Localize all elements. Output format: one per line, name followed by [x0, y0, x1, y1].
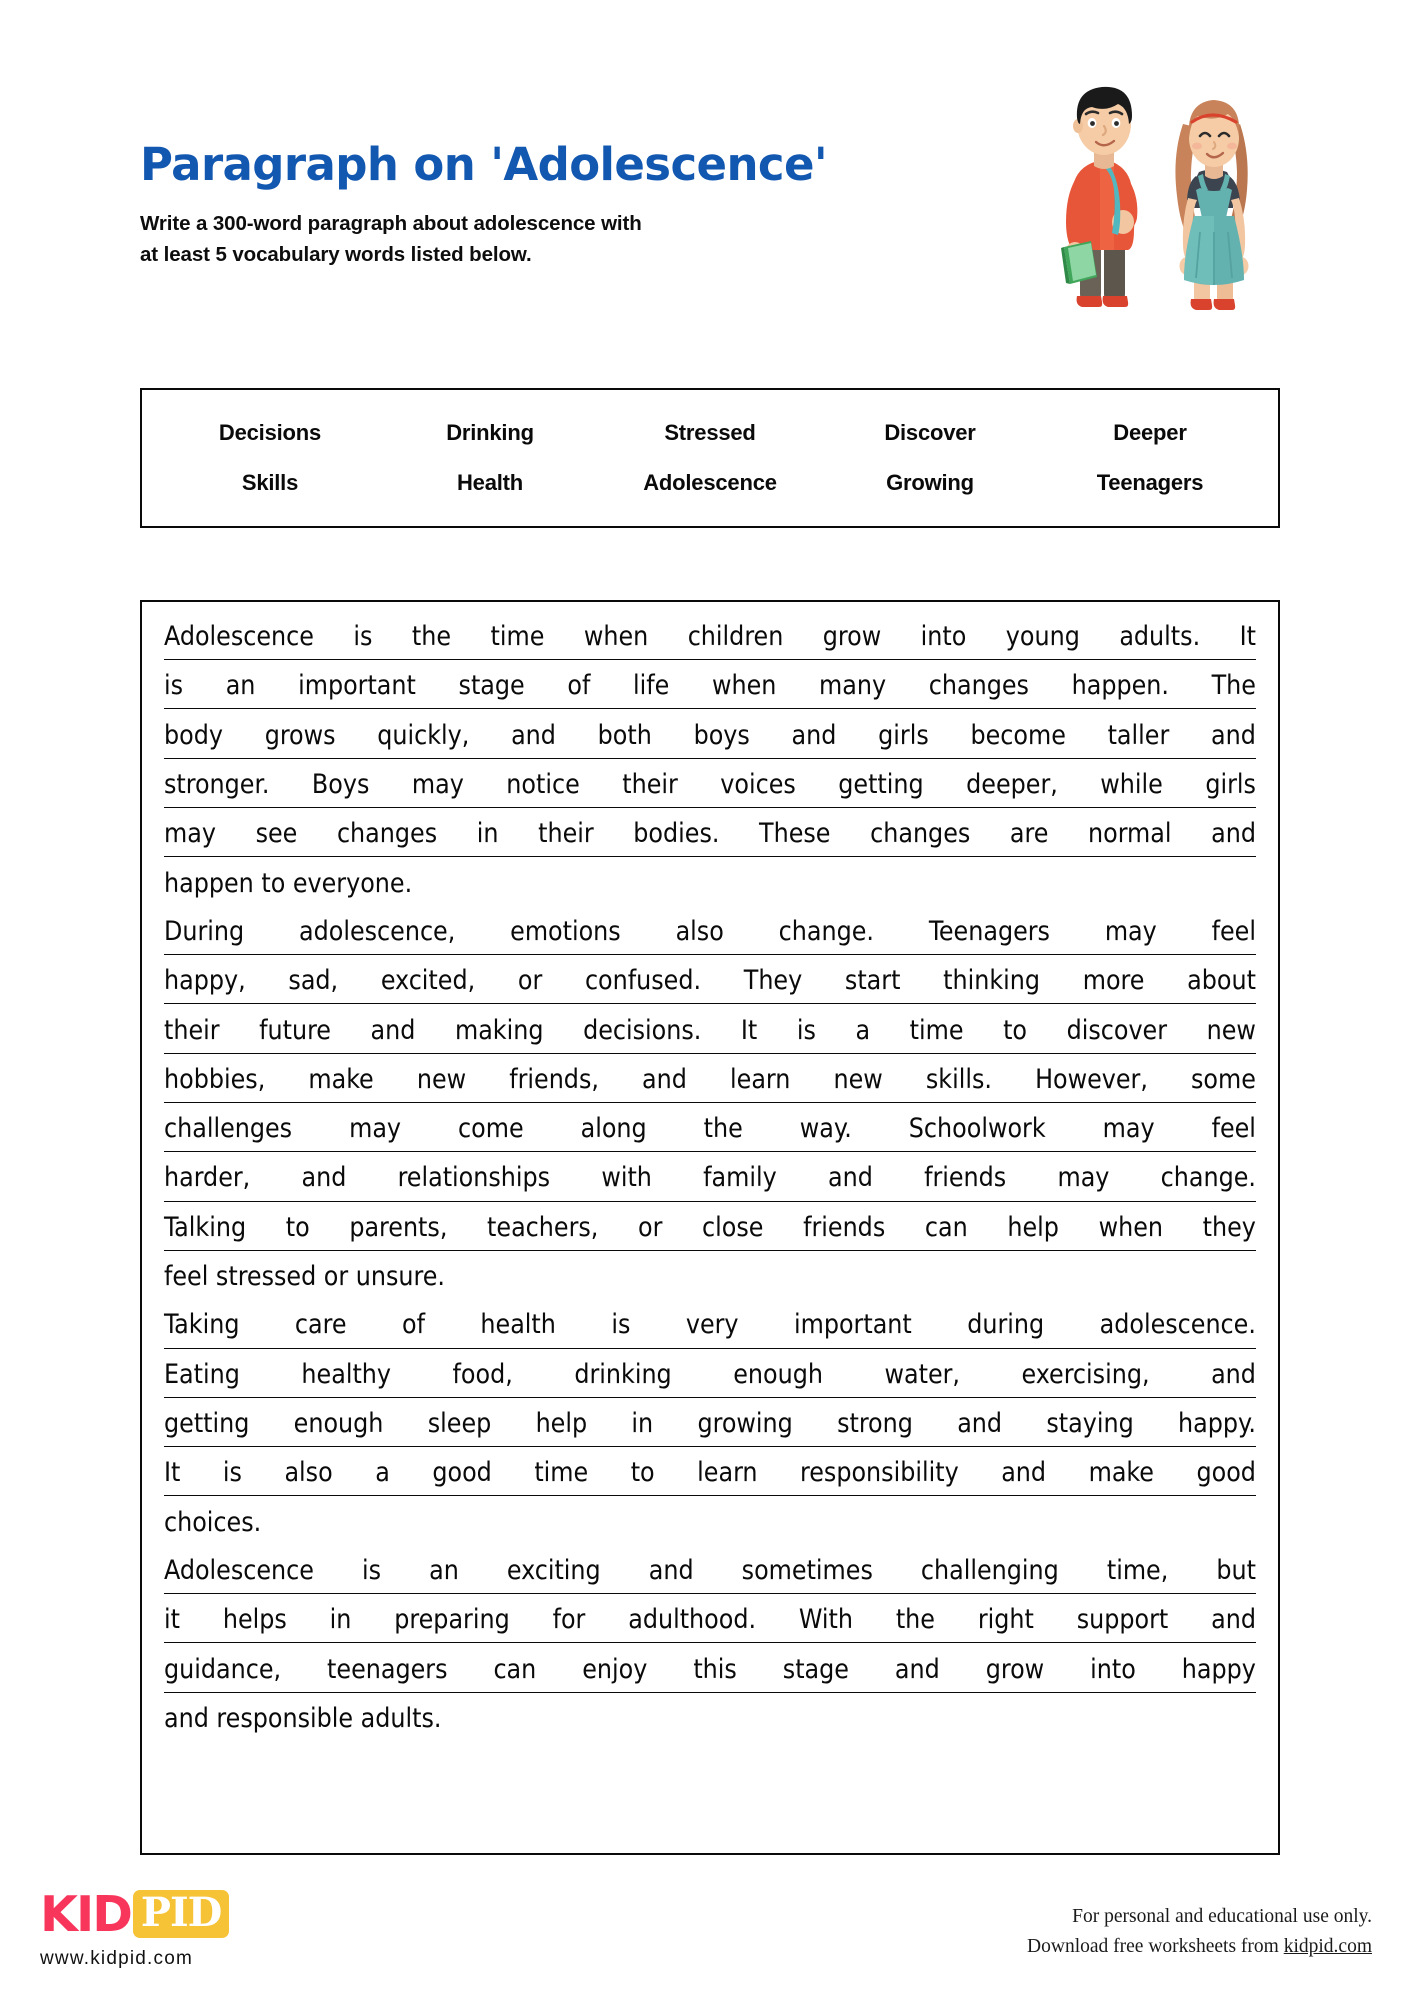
essay-word: enough [733, 1358, 823, 1390]
vocabulary-word: Deeper [1113, 420, 1187, 445]
essay-word: is [164, 670, 184, 702]
essay-word: to [1003, 1014, 1027, 1046]
essay-word: very [685, 1309, 739, 1341]
footer-usage-note [1027, 1902, 1372, 1962]
essay-word: Schoolwork [908, 1113, 1046, 1145]
essay-word: grow [985, 1653, 1045, 1685]
essay-word: water, [884, 1358, 961, 1390]
vocabulary-word: Discover [884, 420, 976, 445]
essay-word: hobbies, [164, 1063, 266, 1095]
essay-word: food, [452, 1358, 513, 1390]
essay-word: come [458, 1113, 524, 1145]
essay-word: right [977, 1604, 1034, 1636]
essay-word: It [740, 1014, 758, 1046]
vocabulary-word: Adolescence [643, 470, 777, 495]
essay-word: grow [822, 621, 882, 652]
essay-word: support [1076, 1604, 1169, 1636]
essay-word: learn [697, 1457, 758, 1489]
essay-line [164, 1452, 1256, 1496]
essay-word: stronger. [164, 768, 270, 800]
essay-line [164, 1059, 1256, 1103]
essay-word: and [648, 1554, 694, 1586]
essay-word: and [791, 719, 837, 751]
essay-word: their [538, 818, 594, 850]
essay-word: time, [1106, 1554, 1169, 1586]
essay-word: challenging [920, 1554, 1059, 1586]
essay-word: is [222, 1457, 242, 1489]
essay-word: may [1057, 1162, 1110, 1194]
essay-word: excited, [380, 965, 476, 997]
essay-word: staying [1046, 1408, 1134, 1439]
essay-word: it [164, 1604, 180, 1636]
essay-paragraph [164, 1550, 1256, 1741]
essay-word: change. [778, 915, 874, 947]
essay-word: The [1211, 670, 1256, 702]
essay-word: in [476, 818, 499, 850]
essay-word: grows [264, 719, 336, 751]
essay-word: strong [837, 1408, 913, 1439]
essay-word: way. [799, 1113, 852, 1145]
essay-word: may [1104, 915, 1157, 947]
essay-word: good [432, 1457, 492, 1489]
essay-word: into [1090, 1653, 1136, 1685]
essay-word: close [702, 1211, 764, 1243]
essay-word: teachers, [487, 1211, 599, 1243]
essay-word: and [827, 1162, 873, 1194]
essay-word: friends [803, 1211, 886, 1243]
essay-word: and [370, 1014, 416, 1046]
essay-word: getting [838, 768, 924, 800]
essay-word: may [1102, 1113, 1155, 1145]
essay-word: emotions [510, 915, 621, 947]
essay-line [164, 715, 1256, 759]
page-title: Paragraph on 'Adolescence' [140, 138, 828, 191]
essay-word: These [759, 818, 831, 850]
vocabulary-word: Health [456, 470, 524, 495]
essay-word: young [1005, 621, 1080, 652]
worksheet-instructions [140, 208, 1020, 272]
essay-word: feel [1211, 915, 1256, 947]
essay-line-final: feel stressed or unsure. [164, 1261, 445, 1293]
essay-line [164, 1207, 1256, 1251]
essay-word: new [416, 1063, 467, 1095]
essay-word: It [164, 1457, 181, 1489]
essay-word: girls [878, 719, 929, 751]
essay-line [164, 1698, 1256, 1741]
essay-word: They [743, 965, 803, 997]
essay-word: taller [1107, 719, 1170, 751]
essay-word: helps [222, 1604, 287, 1636]
essay-word: getting [164, 1408, 250, 1439]
usage-note-line-2 [1027, 1932, 1372, 1962]
essay-word: changes [336, 818, 438, 850]
essay-line [164, 1256, 1256, 1299]
essay-word: a [855, 1014, 871, 1046]
essay-word: happen. [1071, 670, 1169, 702]
essay-line [164, 764, 1256, 808]
essay-word: teenagers [327, 1653, 448, 1685]
essay-word: guidance, [164, 1653, 282, 1685]
essay-word: the [895, 1604, 935, 1636]
kidpid-link[interactable]: kidpid.com [1283, 1935, 1372, 1957]
essay-word: see [255, 818, 298, 850]
essay-word: adults. [1119, 621, 1201, 652]
essay-word: learn [730, 1063, 791, 1095]
essay-word: is [796, 1014, 816, 1046]
essay-word: to [630, 1457, 655, 1489]
essay-word: and [1210, 719, 1256, 751]
essay-word: sometimes [741, 1554, 873, 1586]
essay-word: thinking [943, 965, 1041, 997]
worksheet-header [140, 140, 1020, 271]
essay-word: change. [1160, 1162, 1256, 1194]
two-students-illustration [1044, 72, 1279, 317]
essay-word: many [819, 670, 887, 702]
essay-word: about [1187, 965, 1256, 997]
essay-word: of [401, 1309, 425, 1341]
essay-word: they [1202, 1211, 1256, 1243]
essay-word: Adolescence [164, 1554, 314, 1586]
essay-word: enjoy [582, 1653, 648, 1685]
essay-text [164, 616, 1256, 1741]
essay-word: changes [870, 818, 971, 850]
essay-word: relationships [397, 1162, 551, 1194]
vocabulary-word: Skills [241, 470, 299, 495]
essay-word: a [375, 1457, 390, 1489]
essay-word: also [284, 1457, 333, 1489]
essay-word: responsibility [800, 1457, 959, 1489]
essay-word: health [480, 1309, 556, 1341]
essay-word: along [580, 1113, 647, 1145]
essay-word: the [411, 621, 452, 652]
essay-word: life [633, 670, 670, 702]
essay-word: more [1082, 965, 1145, 997]
essay-word: family [703, 1162, 777, 1194]
logo-pid-box [133, 1890, 229, 1938]
essay-word: Boys [311, 768, 370, 800]
essay-word: and [1211, 1604, 1256, 1636]
essay-line [164, 1010, 1256, 1054]
usage-note-line-1: For personal and educational use only. [1072, 1905, 1372, 1927]
essay-word: However, [1035, 1063, 1148, 1095]
essay-line [164, 1502, 1256, 1545]
essay-word: making [454, 1014, 544, 1046]
vocabulary-word: Stressed [664, 420, 756, 445]
essay-word: and [301, 1162, 347, 1194]
essay-word: and [511, 719, 556, 751]
vocabulary-row-2 [160, 458, 1260, 508]
essay-word: Talking [164, 1211, 247, 1243]
essay-word: good [1196, 1457, 1256, 1489]
essay-word: and [1001, 1457, 1047, 1489]
essay-word: and [1211, 818, 1256, 850]
essay-word: time [534, 1457, 589, 1489]
essay-word: skills. [925, 1063, 992, 1095]
essay-word: may [411, 768, 464, 800]
essay-word: start [844, 965, 901, 997]
essay-line-final: and responsible adults. [164, 1702, 442, 1734]
essay-line [164, 1550, 1256, 1594]
essay-word: to [285, 1211, 310, 1243]
essay-word: Eating [164, 1358, 240, 1390]
essay-word: help [535, 1408, 588, 1439]
essay-line [164, 960, 1256, 1004]
answer-writing-area[interactable] [140, 600, 1280, 1855]
essay-word: feel [1211, 1113, 1256, 1145]
essay-word: Adolescence [164, 621, 314, 652]
essay-paragraph [164, 911, 1256, 1299]
essay-word: when [1098, 1211, 1163, 1243]
essay-word: voices [720, 768, 796, 800]
essay-word: decisions. [583, 1014, 702, 1046]
essay-word: become [970, 719, 1066, 751]
essay-word: friends [924, 1162, 1007, 1194]
essay-word: girls [1205, 768, 1256, 800]
essay-line [164, 863, 1256, 906]
essay-word: is [611, 1309, 631, 1341]
essay-line [164, 665, 1256, 709]
essay-line [164, 813, 1256, 857]
essay-line-final: choices. [164, 1506, 262, 1538]
essay-word: make [308, 1063, 374, 1095]
essay-word: can [493, 1653, 537, 1685]
essay-word: with [601, 1162, 652, 1194]
essay-word: new [1206, 1014, 1256, 1046]
essay-word: drinking [574, 1358, 672, 1390]
essay-word: It [1239, 621, 1256, 652]
essay-word: the [703, 1113, 743, 1145]
essay-word: During [164, 915, 245, 947]
essay-word: sleep [427, 1408, 492, 1439]
essay-word: and [1211, 1358, 1256, 1390]
essay-word: exciting [506, 1554, 601, 1586]
essay-word: future [259, 1014, 331, 1046]
essay-word: stage [782, 1653, 849, 1685]
essay-word: also [675, 915, 724, 947]
essay-word: is [362, 1554, 382, 1586]
essay-line [164, 1599, 1256, 1643]
essay-line [164, 1157, 1256, 1201]
instruction-line-2: at least 5 vocabulary words listed below. [140, 243, 532, 267]
essay-word: can [924, 1211, 968, 1243]
essay-word: growing [697, 1408, 793, 1439]
essay-word: challenges [164, 1113, 293, 1145]
usage-note-prefix: Download free worksheets from [1027, 1935, 1284, 1957]
essay-word: during [967, 1309, 1045, 1341]
essay-paragraph [164, 1304, 1256, 1544]
essay-word: new [833, 1063, 883, 1095]
kidpid-logo [40, 1886, 370, 1942]
essay-word: or [638, 1211, 663, 1243]
essay-word: body [164, 719, 223, 751]
essay-word: may [164, 818, 216, 850]
essay-word: this [693, 1653, 737, 1685]
essay-word: time [490, 621, 545, 652]
essay-word: happy [1181, 1653, 1256, 1685]
essay-line [164, 616, 1256, 660]
essay-word: friends, [509, 1063, 599, 1095]
logo-text-pid: PID [140, 1889, 222, 1936]
essay-word: Teenagers [928, 915, 1050, 947]
essay-line [164, 911, 1256, 955]
essay-line [164, 1649, 1256, 1693]
footer-branding [40, 1886, 370, 1970]
essay-word: With [798, 1604, 853, 1636]
essay-word: when [583, 621, 649, 652]
essay-word: help [1007, 1211, 1059, 1243]
logo-text-kid: KID [40, 1885, 131, 1943]
essay-word: and [894, 1653, 940, 1685]
essay-line [164, 1108, 1256, 1152]
essay-word: make [1088, 1457, 1154, 1489]
vocabulary-word: Drinking [446, 420, 534, 445]
essay-word: adolescence, [299, 915, 456, 947]
essay-word: adulthood. [628, 1604, 757, 1636]
essay-word: changes [928, 670, 1029, 702]
essay-word: preparing [394, 1604, 510, 1636]
instruction-line-1: Write a 300-word paragraph about adolescence with [140, 211, 642, 235]
essay-word: in [631, 1408, 654, 1439]
essay-word: but [1216, 1554, 1256, 1586]
essay-line [164, 1403, 1256, 1447]
vocabulary-word: Decisions [218, 420, 322, 445]
essay-word: an [429, 1554, 459, 1586]
essay-word: while [1100, 768, 1163, 800]
essay-word: is [353, 621, 373, 652]
essay-word: of [567, 670, 591, 702]
essay-paragraph [164, 616, 1256, 906]
essay-word: their [164, 1014, 220, 1046]
essay-word: normal [1088, 818, 1172, 850]
essay-word: notice [506, 768, 580, 800]
essay-word: their [622, 768, 678, 800]
essay-word: when [711, 670, 777, 702]
essay-word: adolescence. [1099, 1309, 1256, 1341]
essay-word: stage [458, 670, 525, 702]
essay-word: bodies. [633, 818, 720, 850]
essay-word: harder, [164, 1162, 251, 1194]
vocabulary-word: Growing [886, 470, 974, 495]
essay-word: both [597, 719, 652, 751]
vocabulary-row-1 [160, 408, 1260, 458]
essay-word: children [687, 621, 784, 652]
essay-word: happy, [164, 965, 246, 997]
essay-word: deeper, [966, 768, 1058, 800]
vocabulary-word-bank [140, 388, 1280, 528]
essay-word: and [957, 1408, 1003, 1439]
essay-word: important [793, 1309, 912, 1341]
essay-word: exercising, [1021, 1358, 1150, 1390]
essay-line [164, 1354, 1256, 1398]
essay-word: an [225, 670, 256, 702]
essay-word: some [1191, 1063, 1256, 1095]
essay-word: happy. [1178, 1408, 1256, 1439]
essay-line-final: happen to everyone. [164, 867, 413, 899]
essay-word: for [552, 1604, 586, 1636]
vocabulary-word: Teenagers [1096, 470, 1204, 495]
essay-word: may [349, 1113, 402, 1145]
essay-word: in [329, 1604, 352, 1636]
essay-word: healthy [301, 1358, 392, 1390]
essay-word: are [1009, 818, 1049, 850]
essay-word: care [294, 1309, 347, 1341]
essay-word: or [517, 965, 543, 997]
essay-word: enough [293, 1408, 384, 1439]
essay-word: important [298, 670, 416, 702]
essay-word: boys [693, 719, 750, 751]
essay-word: Taking [164, 1309, 240, 1341]
essay-line [164, 1304, 1256, 1348]
essay-word: discover [1066, 1014, 1168, 1046]
essay-word: confused. [584, 965, 702, 997]
essay-word: time [909, 1014, 964, 1046]
footer-website-url: www.kidpid.com [40, 1948, 194, 1969]
essay-word: parents, [349, 1211, 448, 1243]
essay-word: and [642, 1063, 687, 1095]
essay-word: quickly, [377, 719, 470, 751]
essay-word: into [920, 621, 967, 652]
essay-word: sad, [288, 965, 339, 997]
